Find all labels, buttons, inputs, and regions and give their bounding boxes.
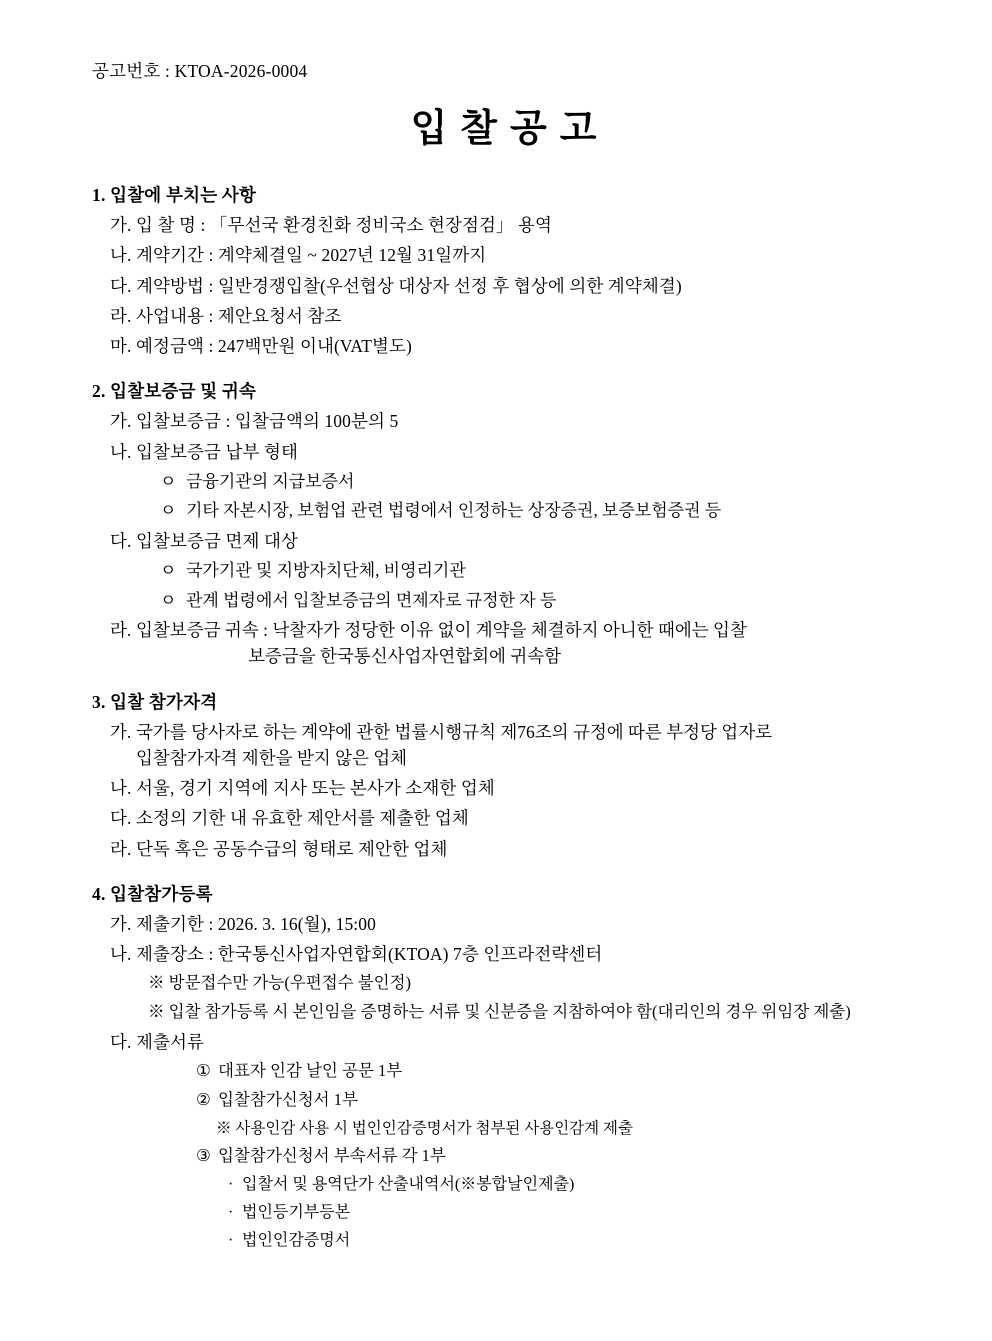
note-text: ※ 사용인감 사용 시 법인인감증명서가 첨부된 사용인감계 제출 bbox=[216, 1119, 633, 1137]
sub-list-item bbox=[88, 558, 922, 584]
section-4 bbox=[88, 881, 922, 1253]
document-sub-item bbox=[88, 1201, 922, 1225]
item-text-line1: 국가를 당사자로 하는 계약에 관한 법률시행규칙 제76조의 규정에 따른 부정당 업자로 bbox=[136, 721, 773, 742]
numbered-marker: ① bbox=[196, 1061, 211, 1080]
item-text-line1: 입찰보증금 귀속 : 낙찰자가 정당한 이유 없이 계약을 체결하지 아니한 때에는 입찰 bbox=[136, 620, 747, 640]
numbered-marker: ② bbox=[196, 1089, 211, 1109]
item-marker: 다. bbox=[110, 808, 132, 829]
sub-list-item bbox=[88, 469, 922, 495]
item-marker: 라. bbox=[110, 305, 132, 326]
item-text: 소정의 기한 내 유효한 제안서를 제출한 업체 bbox=[136, 808, 469, 829]
document-item-text: 입찰참가신청서 1부 bbox=[218, 1089, 358, 1109]
list-item bbox=[88, 617, 922, 670]
item-text: 단독 혹은 공동수급의 형태로 제안한 업체 bbox=[136, 838, 448, 859]
item-marker: 가. bbox=[110, 913, 132, 934]
list-item bbox=[88, 775, 922, 801]
document-sub-item bbox=[88, 1229, 922, 1253]
item-text: 계약방법 : 일반경쟁입찰(우선협상 대상자 선정 후 협상에 의한 계약체결) bbox=[136, 275, 682, 296]
bullet-icon: · bbox=[228, 1175, 234, 1193]
page-title: 입찰공고 bbox=[410, 108, 610, 150]
list-item bbox=[88, 528, 922, 554]
document-sub-item-text: 법인인감증명서 bbox=[242, 1231, 351, 1249]
item-marker: 다. bbox=[110, 275, 132, 296]
item-text: 계약기간 : 계약체결일 ~ 2027년 12월 31일까지 bbox=[136, 245, 487, 266]
item-marker: 나. bbox=[110, 441, 132, 462]
sub-item-text: 관계 법령에서 입찰보증금의 면제자로 규정한 자 등 bbox=[186, 590, 557, 610]
sub-item-text: 국가기관 및 지방자치단체, 비영리기관 bbox=[186, 561, 466, 580]
item-marker: 나. bbox=[110, 245, 132, 266]
item-text: 제출기한 : 2026. 3. 16(월), 15:00 bbox=[136, 913, 376, 934]
sub-list-item bbox=[88, 588, 922, 614]
section-1 bbox=[88, 182, 922, 359]
list-item bbox=[88, 333, 922, 359]
list-item bbox=[88, 273, 922, 299]
document-list-item bbox=[88, 1144, 922, 1169]
sub-item-text: 기타 자본시장, 보험업 관련 법령에서 인정하는 상장증권, 보증보험증권 등 bbox=[186, 501, 722, 521]
list-item bbox=[88, 1029, 922, 1055]
list-item bbox=[88, 212, 922, 238]
item-marker: 가. bbox=[110, 721, 132, 742]
item-text: 제출장소 : 한국통신사업자연합회(KTOA) 7층 인프라전략센터 bbox=[136, 944, 603, 964]
list-item bbox=[88, 941, 922, 967]
item-marker: 다. bbox=[110, 1031, 132, 1052]
document-sub-item-text: 법인등기부등본 bbox=[242, 1203, 351, 1221]
document-sub-item-text: 입찰서 및 용역단가 산출내역서(※봉합날인제출) bbox=[242, 1175, 575, 1193]
bullet-icon: ㅇ bbox=[160, 501, 177, 521]
section-3-heading: 3. 입찰 참가자격 bbox=[92, 691, 218, 712]
item-text: 예정금액 : 247백만원 이내(VAT별도) bbox=[136, 336, 412, 356]
item-text: 입찰보증금 면제 대상 bbox=[136, 530, 298, 551]
document-item-text: 대표자 인감 날인 공문 1부 bbox=[218, 1061, 403, 1080]
item-marker: 마. bbox=[110, 336, 132, 356]
item-marker: 나. bbox=[110, 944, 132, 964]
list-item bbox=[88, 719, 922, 772]
document-sub-item bbox=[88, 1173, 922, 1197]
item-marker: 라. bbox=[110, 620, 132, 640]
item-text: 제출서류 bbox=[136, 1031, 205, 1052]
bullet-icon: · bbox=[228, 1203, 234, 1221]
item-text: 입 찰 명 : 「무선국 환경친화 정비국소 현장점검」 용역 bbox=[136, 215, 553, 235]
item-text-line2: 입찰참가자격 제한을 받지 않은 업체 bbox=[136, 747, 408, 768]
document-list-item bbox=[88, 1088, 922, 1113]
section-1-heading: 1. 입찰에 부치는 사항 bbox=[92, 185, 257, 205]
item-text-line2: 보증금을 한국통신사업자연합회에 귀속함 bbox=[248, 646, 562, 667]
numbered-marker: ③ bbox=[196, 1145, 211, 1165]
section-4-heading: 4. 입찰참가등록 bbox=[92, 883, 213, 904]
item-text: 입찰보증금 : 입찰금액의 100분의 5 bbox=[136, 411, 399, 432]
item-text: 사업내용 : 제안요청서 참조 bbox=[136, 305, 342, 326]
section-3 bbox=[88, 689, 922, 862]
section-2 bbox=[88, 378, 922, 669]
item-text: 입찰보증금 납부 형태 bbox=[136, 441, 298, 462]
item-marker: 가. bbox=[110, 411, 132, 432]
item-text: 서울, 경기 지역에 지사 또는 본사가 소재한 업체 bbox=[136, 778, 495, 798]
list-item bbox=[88, 805, 922, 831]
section-2-heading: 2. 입찰보증금 및 귀속 bbox=[92, 381, 257, 402]
bullet-icon: ㅇ bbox=[160, 471, 177, 491]
note-text: ※ 방문접수만 가능(우편접수 불인정) bbox=[148, 973, 412, 993]
list-item bbox=[88, 303, 922, 329]
list-item bbox=[88, 836, 922, 862]
sub-item-text: 금융기관의 지급보증서 bbox=[186, 471, 355, 491]
bullet-icon: ㅇ bbox=[160, 561, 177, 580]
list-item bbox=[88, 408, 922, 434]
list-item bbox=[88, 242, 922, 268]
note-text: ※ 입찰 참가등록 시 본인임을 증명하는 서류 및 신분증을 지참하여야 함(대리인의 경우 위임장 제출) bbox=[148, 1002, 851, 1021]
item-marker: 다. bbox=[110, 530, 132, 551]
doc-number: 공고번호 : KTOA-2026-0004 bbox=[92, 61, 308, 81]
item-body bbox=[136, 719, 922, 772]
document-list-item bbox=[88, 1059, 922, 1084]
list-item bbox=[88, 911, 922, 937]
bullet-icon: ㅇ bbox=[160, 590, 177, 610]
sub-list-item bbox=[88, 498, 922, 524]
item-marker: 나. bbox=[110, 778, 132, 798]
bullet-icon: · bbox=[228, 1231, 234, 1249]
item-marker: 라. bbox=[110, 838, 132, 859]
item-marker: 가. bbox=[110, 215, 132, 235]
list-item bbox=[88, 439, 922, 465]
document-item-text: 입찰참가신청서 부속서류 각 1부 bbox=[218, 1145, 446, 1165]
item-body bbox=[136, 617, 922, 670]
